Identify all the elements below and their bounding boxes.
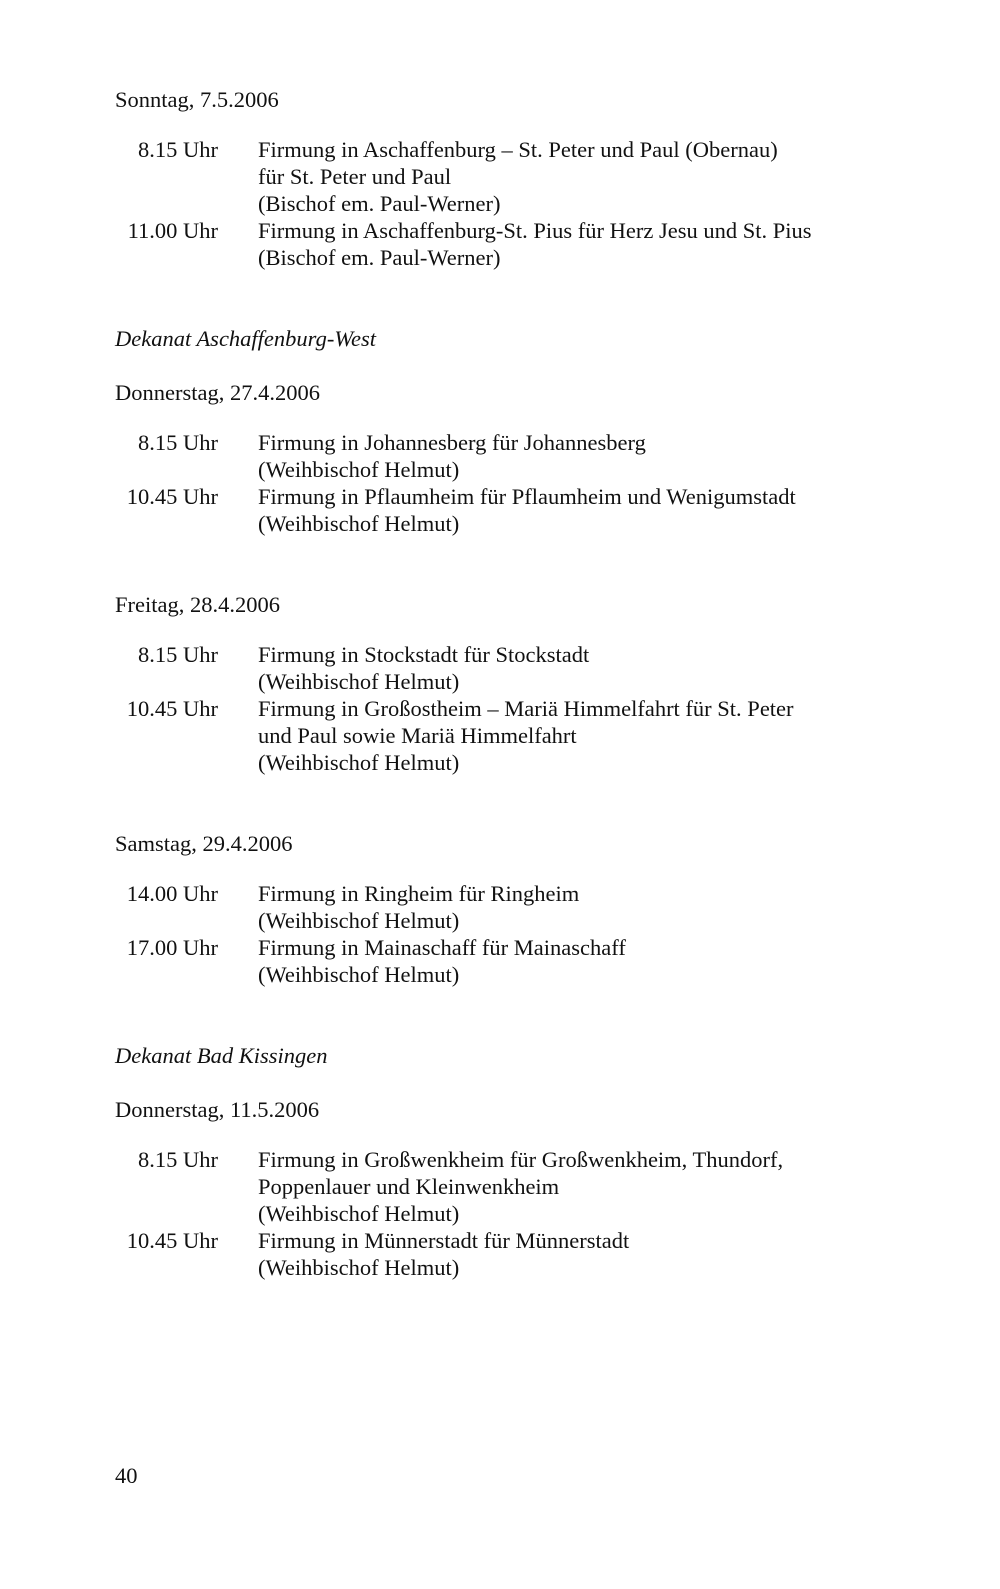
day-group bbox=[115, 379, 915, 537]
day-group bbox=[115, 1096, 915, 1281]
entry-description bbox=[258, 483, 796, 537]
entry-description-line: (Weihbischof Helmut) bbox=[258, 962, 460, 987]
schedule-entry bbox=[115, 1227, 915, 1281]
schedule-content bbox=[115, 86, 915, 1335]
entry-description-line: (Weihbischof Helmut) bbox=[258, 750, 460, 775]
day-group bbox=[115, 86, 915, 271]
entry-time-cell bbox=[115, 934, 258, 988]
entry-description-line: (Weihbischof Helmut) bbox=[258, 511, 460, 536]
entry-description-line: Firmung in Mainaschaff für Mainaschaff bbox=[258, 935, 626, 960]
entry-description-line: Firmung in Stockstadt für Stockstadt bbox=[258, 642, 590, 667]
schedule-entry bbox=[115, 429, 915, 483]
entry-description-line: (Bischof em. Paul-Werner) bbox=[258, 191, 501, 216]
schedule-entry bbox=[115, 483, 915, 537]
entry-description-line: (Bischof em. Paul-Werner) bbox=[258, 245, 501, 270]
day-group bbox=[115, 591, 915, 776]
day-date: Donnerstag, 11.5.2006 bbox=[115, 1097, 320, 1122]
entry-description-line: (Weihbischof Helmut) bbox=[258, 669, 460, 694]
page-number: 40 bbox=[115, 1463, 138, 1488]
deanery-heading: Dekanat Aschaffenburg-West bbox=[115, 326, 377, 351]
day-date: Sonntag, 7.5.2006 bbox=[115, 87, 279, 112]
entry-description-line: (Weihbischof Helmut) bbox=[258, 908, 460, 933]
entry-time-cell bbox=[115, 695, 258, 776]
entry-time: 8.15 Uhr bbox=[138, 1147, 218, 1172]
day-date: Samstag, 29.4.2006 bbox=[115, 831, 293, 856]
day-group bbox=[115, 830, 915, 988]
entry-description bbox=[258, 641, 589, 695]
entry-description bbox=[258, 1146, 783, 1227]
entry-description-line: Poppenlauer und Kleinwenkheim bbox=[258, 1174, 560, 1199]
entry-description-line: (Weihbischof Helmut) bbox=[258, 1201, 460, 1226]
schedule-entry bbox=[115, 880, 915, 934]
schedule-entry bbox=[115, 1146, 915, 1227]
entry-time: 10.45 Uhr bbox=[126, 1228, 218, 1253]
entry-time-cell bbox=[115, 1227, 258, 1281]
entry-description bbox=[258, 136, 778, 217]
entry-time: 14.00 Uhr bbox=[126, 881, 218, 906]
entry-description-line: (Weihbischof Helmut) bbox=[258, 457, 460, 482]
entry-time-cell bbox=[115, 1146, 258, 1227]
entry-description-line: Firmung in Johannesberg für Johannesberg bbox=[258, 430, 646, 455]
entry-time: 11.00 Uhr bbox=[127, 218, 218, 243]
schedule-entry bbox=[115, 217, 915, 271]
entry-time: 8.15 Uhr bbox=[138, 137, 218, 162]
day-date: Donnerstag, 27.4.2006 bbox=[115, 380, 320, 405]
entry-description bbox=[258, 1227, 629, 1281]
entry-description bbox=[258, 934, 626, 988]
entry-description-line: (Weihbischof Helmut) bbox=[258, 1255, 460, 1280]
entry-description-line: Firmung in Großwenkheim für Großwenkheim, Thundorf, bbox=[258, 1147, 784, 1172]
schedule-entry bbox=[115, 934, 915, 988]
entry-time: 10.45 Uhr bbox=[126, 484, 218, 509]
entry-time: 10.45 Uhr bbox=[126, 696, 218, 721]
deanery-heading: Dekanat Bad Kissingen bbox=[115, 1043, 328, 1068]
entry-time-cell bbox=[115, 483, 258, 537]
entry-description-line: Firmung in Aschaffenburg – St. Peter und Paul (Obernau) bbox=[258, 137, 778, 162]
entry-description bbox=[258, 429, 646, 483]
entry-time: 17.00 Uhr bbox=[126, 935, 218, 960]
entry-description-line: Firmung in Pflaumheim für Pflaumheim und Wenigumstadt bbox=[258, 484, 796, 509]
entry-time-cell bbox=[115, 880, 258, 934]
entry-description-line: Firmung in Ringheim für Ringheim bbox=[258, 881, 580, 906]
entry-description-line: Firmung in Aschaffenburg-St. Pius für Herz Jesu und St. Pius bbox=[258, 218, 812, 243]
schedule-entry bbox=[115, 136, 915, 217]
entry-description-line: Firmung in Münnerstadt für Münnerstadt bbox=[258, 1228, 630, 1253]
entry-description-line: Firmung in Großostheim – Mariä Himmelfahrt für St. Peter bbox=[258, 696, 794, 721]
entry-description bbox=[258, 217, 812, 271]
entry-time: 8.15 Uhr bbox=[138, 430, 218, 455]
entry-time-cell bbox=[115, 136, 258, 217]
schedule-entry bbox=[115, 641, 915, 695]
entry-description bbox=[258, 880, 579, 934]
entry-time-cell bbox=[115, 641, 258, 695]
entry-time-cell bbox=[115, 217, 258, 271]
entry-description-line: und Paul sowie Mariä Himmelfahrt bbox=[258, 723, 577, 748]
entry-time-cell bbox=[115, 429, 258, 483]
entry-description bbox=[258, 695, 794, 776]
schedule-entry bbox=[115, 695, 915, 776]
day-date: Freitag, 28.4.2006 bbox=[115, 592, 280, 617]
entry-time: 8.15 Uhr bbox=[138, 642, 218, 667]
entry-description-line: für St. Peter und Paul bbox=[258, 164, 452, 189]
